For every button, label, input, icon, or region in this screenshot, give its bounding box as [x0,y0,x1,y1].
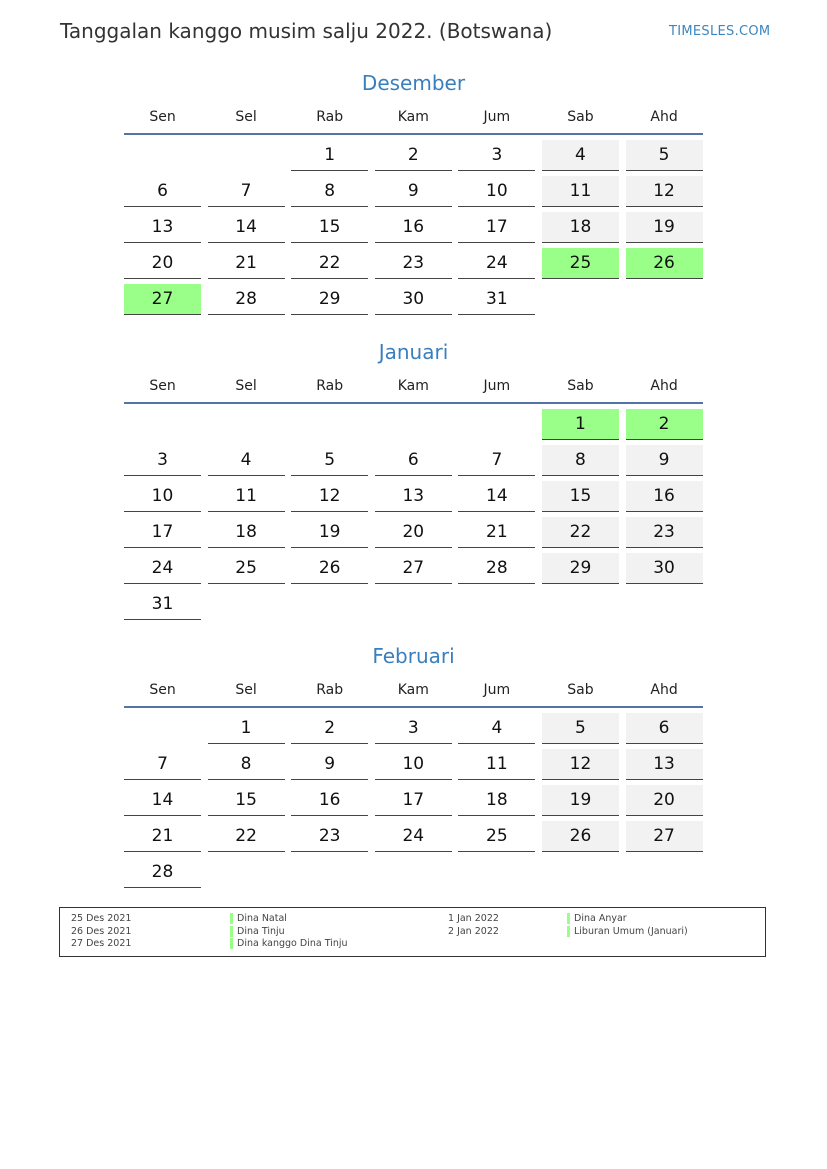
day-cell: 31 [124,589,201,620]
holiday-day-cell: 2 [626,409,703,440]
empty-cell [208,409,285,440]
day-cell: 15 [291,212,368,243]
day-cell: 2 [291,713,368,744]
day-grid [124,713,703,888]
empty-cell [375,409,452,440]
day-cell: 4 [208,445,285,476]
page-title: Tanggalan kanggo musim salju 2022. (Botswana) [60,19,553,43]
day-cell: 13 [124,212,201,243]
day-cell: 20 [375,517,452,548]
legend-date: 27 Des 2021 [71,938,132,949]
month-title: Februari [372,644,455,668]
day-cell: 6 [124,176,201,207]
month-december [124,69,703,315]
day-cell: 3 [458,140,535,171]
day-cell: 12 [626,176,703,207]
day-cell: 18 [458,785,535,816]
day-cell: 22 [208,821,285,852]
brand-link[interactable]: TIMESLES.COM [669,24,771,39]
header-rule [124,133,703,135]
holiday-day-cell: 1 [542,409,619,440]
day-cell: 7 [124,749,201,780]
day-cell: 27 [626,821,703,852]
day-cell: 20 [626,785,703,816]
weekday-label: Rab [316,109,344,125]
day-cell: 28 [124,857,201,888]
day-cell: 14 [208,212,285,243]
day-cell: 1 [291,140,368,171]
weekday-label: Sel [235,109,257,125]
day-cell: 4 [542,140,619,171]
month-title: Januari [378,340,449,364]
day-cell: 14 [124,785,201,816]
day-cell: 5 [291,445,368,476]
legend-holiday-name: Dina kanggo Dina Tinju [230,938,348,949]
day-cell: 21 [208,248,285,279]
header-rule [124,706,703,708]
month-february [124,642,703,888]
day-cell: 9 [375,176,452,207]
day-cell: 30 [375,284,452,315]
day-cell: 9 [626,445,703,476]
weekday-label: Sel [235,378,257,394]
empty-cell [124,409,201,440]
weekday-header [124,679,703,701]
day-cell: 27 [375,553,452,584]
day-cell: 19 [291,517,368,548]
weekday-label: Jum [483,682,511,698]
day-cell: 26 [542,821,619,852]
day-cell: 13 [375,481,452,512]
day-cell: 23 [375,248,452,279]
day-cell: 19 [626,212,703,243]
weekday-label: Kam [397,682,429,698]
day-cell: 7 [208,176,285,207]
empty-cell [458,409,535,440]
day-cell: 24 [458,248,535,279]
day-cell: 6 [626,713,703,744]
month-january [124,338,703,620]
day-cell: 14 [458,481,535,512]
day-cell: 29 [542,553,619,584]
day-cell: 19 [542,785,619,816]
weekday-label: Sel [235,682,257,698]
weekday-label: Sen [149,109,176,125]
day-cell: 28 [458,553,535,584]
day-cell: 12 [291,481,368,512]
day-cell: 16 [375,212,452,243]
empty-cell [208,140,285,171]
day-cell: 18 [542,212,619,243]
day-cell: 22 [542,517,619,548]
legend-holiday-name: Dina Anyar [567,913,627,924]
empty-cell [124,140,201,171]
day-cell: 20 [124,248,201,279]
weekday-label: Sen [149,378,176,394]
legend-holiday-name: Dina Tinju [230,926,285,937]
day-grid [124,140,703,315]
day-cell: 23 [291,821,368,852]
holiday-legend [59,907,766,957]
day-cell: 6 [375,445,452,476]
day-cell: 10 [124,481,201,512]
day-cell: 29 [291,284,368,315]
day-cell: 15 [542,481,619,512]
legend-holiday-name: Dina Natal [230,913,287,924]
weekday-header [124,375,703,397]
day-cell: 11 [542,176,619,207]
header-rule [124,402,703,404]
holiday-day-cell: 25 [542,248,619,279]
holiday-day-cell: 27 [124,284,201,315]
day-cell: 25 [208,553,285,584]
weekday-label: Kam [397,109,429,125]
weekday-header [124,106,703,128]
day-cell: 31 [458,284,535,315]
day-cell: 15 [208,785,285,816]
day-cell: 11 [458,749,535,780]
weekday-label: Sen [149,682,176,698]
day-cell: 25 [458,821,535,852]
weekday-label: Sab [567,682,594,698]
weekday-label: Rab [316,682,344,698]
day-cell: 17 [375,785,452,816]
day-cell: 23 [626,517,703,548]
day-cell: 3 [375,713,452,744]
weekday-label: Jum [483,109,511,125]
day-cell: 30 [626,553,703,584]
weekday-label: Ahd [650,378,678,394]
day-cell: 10 [458,176,535,207]
weekday-label: Kam [397,378,429,394]
weekday-label: Rab [316,378,344,394]
day-cell: 8 [208,749,285,780]
weekday-label: Sab [567,378,594,394]
day-cell: 1 [208,713,285,744]
day-cell: 28 [208,284,285,315]
day-cell: 5 [626,140,703,171]
day-cell: 26 [291,553,368,584]
weekday-label: Ahd [650,682,678,698]
day-cell: 17 [458,212,535,243]
legend-date: 2 Jan 2022 [448,926,499,937]
day-cell: 11 [208,481,285,512]
legend-holiday-name: Liburan Umum (Januari) [567,926,688,937]
month-title: Desember [361,71,466,95]
day-cell: 13 [626,749,703,780]
day-cell: 22 [291,248,368,279]
day-cell: 8 [542,445,619,476]
legend-date: 1 Jan 2022 [448,913,499,924]
day-cell: 8 [291,176,368,207]
legend-date: 25 Des 2021 [71,913,132,924]
day-cell: 9 [291,749,368,780]
weekday-label: Sab [567,109,594,125]
day-cell: 21 [124,821,201,852]
day-cell: 17 [124,517,201,548]
day-cell: 3 [124,445,201,476]
empty-cell [291,409,368,440]
weekday-label: Ahd [650,109,678,125]
legend-date: 26 Des 2021 [71,926,132,937]
day-grid [124,409,703,620]
day-cell: 24 [375,821,452,852]
day-cell: 4 [458,713,535,744]
holiday-day-cell: 26 [626,248,703,279]
day-cell: 21 [458,517,535,548]
day-cell: 2 [375,140,452,171]
day-cell: 24 [124,553,201,584]
weekday-label: Jum [483,378,511,394]
day-cell: 5 [542,713,619,744]
day-cell: 7 [458,445,535,476]
day-cell: 18 [208,517,285,548]
empty-cell [124,713,201,744]
day-cell: 10 [375,749,452,780]
day-cell: 12 [542,749,619,780]
day-cell: 16 [291,785,368,816]
day-cell: 16 [626,481,703,512]
